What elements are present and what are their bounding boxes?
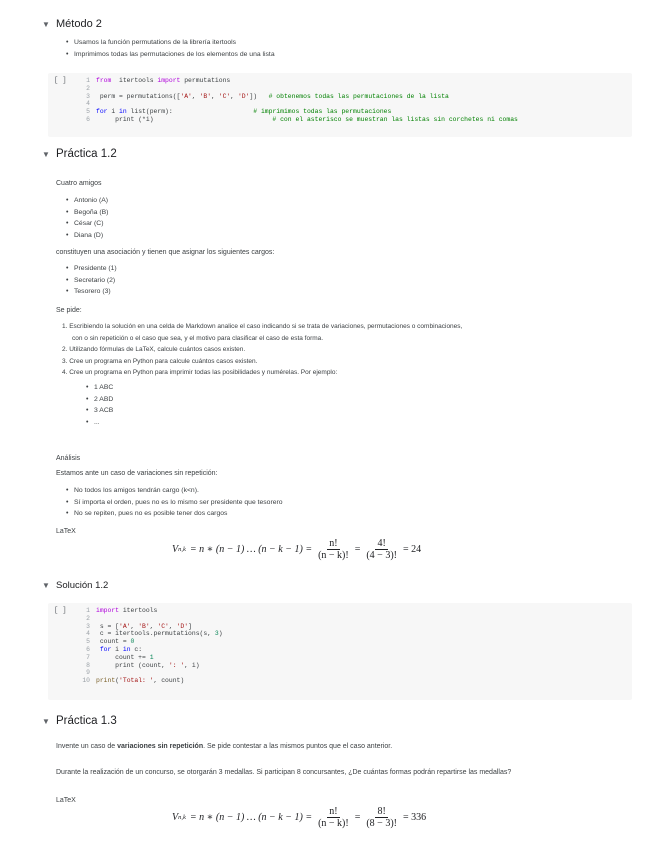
code-token: 'A' (119, 622, 131, 630)
code-token: 'B' (199, 92, 212, 100)
code-line (76, 100, 518, 108)
constituyen-text: constituyen una asociación y tienen que asignar los siguientes cargos: (56, 249, 275, 256)
formula-middle: = n ∗ (n − 1) … (n − k − 1) = (189, 812, 313, 823)
fraction-numerator: n! (329, 806, 338, 817)
code-token: ] (188, 622, 192, 630)
intro-bold-text: variaciones sin repetición (117, 743, 204, 750)
line-number: 9 (86, 669, 90, 677)
code-line (76, 77, 518, 85)
code-line (76, 85, 518, 93)
section-practica13-header[interactable] (42, 715, 117, 727)
fraction-numerator: n! (329, 538, 338, 549)
code-token: perm = permutations([ (96, 92, 181, 100)
list-item: • No se repiten, pues no es posible tener dos cargos (64, 508, 464, 520)
section-title: Solución 1.2 (56, 580, 109, 591)
code-line (76, 607, 223, 615)
code-token: for (96, 108, 108, 116)
examples-list (84, 382, 284, 428)
analisis-label: Análisis (56, 455, 81, 462)
code-token: print (96, 115, 135, 123)
list-item: • 1 ABC (84, 382, 284, 394)
code-token: ( (115, 677, 120, 685)
code-token: print (count, (96, 661, 169, 669)
caret-down-icon[interactable]: ▼ (42, 19, 50, 29)
code-line (76, 630, 223, 638)
code-line (76, 93, 518, 101)
intro-text: Invente un caso de (56, 743, 118, 750)
section-title: Práctica 1.2 (56, 148, 117, 160)
list-item: • Presidente (1) (64, 263, 364, 275)
line-number: 8 (86, 661, 90, 669)
intro-text: . Se pide contestar a las mismos puntos que el caso anterior. (203, 743, 393, 750)
list-item: 1. Escribiendo la solución en una celda de Markdown analice el caso indicando si se trata de variaciones, permutaciones o combinaciones, (62, 323, 463, 330)
practica13-intro (56, 742, 626, 751)
code-token: import (96, 607, 120, 614)
code-line (76, 646, 223, 654)
friends-list (64, 195, 364, 241)
code-token: 3 (214, 630, 219, 638)
code-token: c = itertools.permutations(s, (96, 630, 215, 638)
line-number: 6 (86, 115, 90, 123)
code-token: # imprimimos todas las permutaciones (172, 108, 392, 116)
code-line (76, 654, 223, 662)
list-item: 4. Cree un programa en Python para imprimir todas las posibilidades y numérelas. Por ejemplo: (62, 369, 338, 377)
code-token: permutations (180, 77, 231, 84)
code-cell-metodo2[interactable] (48, 73, 632, 137)
line-number: 7 (86, 653, 90, 661)
line-number: 2 (86, 84, 90, 92)
code-token: (*i) (134, 115, 154, 123)
code-editor[interactable] (76, 77, 518, 124)
formula-lhs: V (172, 812, 179, 823)
line-number: 1 (86, 607, 90, 614)
code-token: , (130, 622, 139, 630)
code-token: , i) (184, 661, 200, 669)
code-token: # obtenemos todas las permutaciones de la lista (257, 92, 449, 100)
section-title: Práctica 1.3 (56, 715, 117, 727)
code-token: 'D' (237, 92, 250, 100)
list-item: • No todos los amigos tendrán cargo (k<n). (64, 485, 464, 497)
code-token: from (96, 77, 112, 84)
problem-text: Durante la realización de un concurso, se otorgarán 3 medallas. Si participan 8 concursantes, ¿De cuántas formas podrán repartirse las medallas? (56, 769, 512, 776)
code-token: 'B' (138, 622, 150, 630)
code-token: ) (218, 630, 223, 638)
code-token: count += (96, 653, 150, 661)
line-number: 6 (86, 645, 90, 653)
list-item: • Imprimimos todas las permutaciones de los elementos de una lista (64, 49, 624, 61)
code-token: , (191, 92, 200, 100)
code-token: s = [ (96, 622, 120, 630)
list-item: • Sí importa el orden, pues no es lo mismo ser presidente que tesorero (64, 497, 464, 509)
code-editor[interactable] (76, 607, 223, 685)
section-title: Método 2 (56, 18, 102, 30)
code-token: i (107, 108, 120, 116)
metodo2-bullets (64, 37, 624, 60)
list-item: 3. Cree un programa en Python para calcule cuántos casos existen. (62, 357, 258, 365)
fraction-denominator: (n − k)! (318, 818, 349, 829)
section-practica12-header[interactable] (42, 148, 117, 160)
code-token: itertools (111, 77, 158, 84)
code-token: for (96, 645, 112, 653)
code-cell-solucion12[interactable] (48, 603, 632, 700)
line-number: 10 (82, 677, 90, 685)
line-number: 4 (86, 100, 90, 108)
line-number: 5 (86, 638, 90, 646)
line-number: 4 (86, 630, 90, 638)
code-line (76, 677, 223, 685)
code-token: 'D' (176, 622, 189, 630)
formula-subscript: n,k (178, 814, 186, 821)
line-number: 3 (86, 92, 90, 100)
fraction-denominator: (8 − 3)! (366, 818, 397, 829)
run-cell-button[interactable]: [ ] (54, 77, 67, 85)
code-token: , (168, 622, 177, 630)
latex-formula: V n,k = n ∗ (n − 1) … (n − k − 1) = $\frac{n!}{(n - k)!}$ = $\frac{4!}{(4 - 3)!}$ = 24 (172, 538, 422, 561)
list-item: • Diana (D) (64, 230, 364, 242)
se-pide-text: Se pide: (56, 307, 82, 314)
line-number: 3 (86, 622, 90, 630)
tasks-list (62, 321, 632, 379)
caret-down-icon[interactable]: ▼ (42, 581, 50, 590)
code-token: ': ' (168, 661, 185, 669)
code-line (76, 108, 518, 116)
code-token: 1 (149, 653, 154, 661)
code-token: i (111, 645, 123, 653)
code-token: itertools (119, 607, 158, 614)
code-token: 0 (130, 638, 135, 646)
run-cell-button[interactable]: [ ] (54, 607, 67, 615)
code-token: ]) (249, 92, 258, 100)
code-token: , (211, 92, 219, 100)
list-item: • Antonio (A) (64, 195, 364, 207)
code-line (76, 615, 223, 623)
list-item: con o sin repetición o el caso que sea, y el motivo para clasificar el caso de esta forma. (72, 334, 324, 342)
analisis-bullets (64, 485, 464, 520)
list-item: • Begoña (B) (64, 207, 364, 219)
code-token: in (119, 108, 127, 116)
section-solucion12-header[interactable] (42, 580, 108, 591)
list-item: • Tesorero (3) (64, 286, 364, 298)
latex-label: LaTeX (56, 528, 76, 535)
list-item: 2. Utilizando fórmulas de LaTeX, calcule cuántos casos existen. (62, 346, 246, 354)
intro-text: Cuatro amigos (56, 180, 102, 187)
caret-down-icon[interactable]: ▼ (42, 716, 50, 726)
list-item: • ... (84, 417, 284, 429)
code-line (76, 669, 223, 677)
formula-middle: = n ∗ (n − 1) … (n − k − 1) = (189, 544, 313, 555)
formula-result: = 24 (402, 544, 422, 555)
latex-label: LaTeX (56, 797, 76, 804)
code-token: in (122, 645, 131, 653)
formula-subscript: n,k (178, 546, 186, 553)
list-item: • Secretario (2) (64, 275, 364, 287)
fraction-numerator: 8! (377, 806, 386, 817)
cargos-list (64, 263, 364, 298)
code-line (76, 638, 223, 646)
code-token: , (149, 622, 158, 630)
code-token: 'C' (218, 92, 231, 100)
code-line (76, 116, 518, 124)
fraction-numerator: 4! (377, 538, 386, 549)
code-token: 'A' (180, 92, 192, 100)
list-item: • César (C) (64, 218, 364, 230)
code-token: c: (130, 645, 143, 653)
line-number: 1 (86, 77, 90, 84)
fraction-denominator: (n − k)! (318, 550, 349, 561)
formula-lhs: V (172, 544, 179, 555)
code-token: list(perm): (126, 108, 173, 116)
analisis-statement: Estamos ante un caso de variaciones sin repetición: (56, 470, 218, 477)
code-token: , (230, 92, 238, 100)
line-number: 5 (86, 108, 90, 116)
code-token: , count) (153, 677, 185, 685)
latex-formula: V n,k = n ∗ (n − 1) … (n − k − 1) = $\frac{n!}{(n - k)!}$ = $\frac{8!}{(8 - 3)!}$ = 336 (172, 806, 427, 829)
formula-result: = 336 (402, 812, 427, 823)
section-metodo2-header[interactable] (42, 18, 102, 30)
code-token: import (157, 77, 181, 84)
code-line (76, 662, 223, 670)
code-token: 'Total: ' (119, 677, 154, 685)
code-line (76, 623, 223, 631)
code-token: print (96, 677, 116, 685)
list-item: • 3 ACB (84, 405, 284, 417)
code-token: 'C' (157, 622, 169, 630)
line-number: 2 (86, 614, 90, 622)
code-token: count = (96, 638, 131, 646)
code-token: # con el asterisco se muestran las listas sin corchetes ni comas (153, 115, 518, 123)
list-item: • Usamos la función permutations de la librería itertools (64, 37, 624, 49)
fraction-denominator: (4 − 3)! (366, 550, 397, 561)
list-item: • 2 ABD (84, 394, 284, 406)
caret-down-icon[interactable]: ▼ (42, 149, 50, 159)
